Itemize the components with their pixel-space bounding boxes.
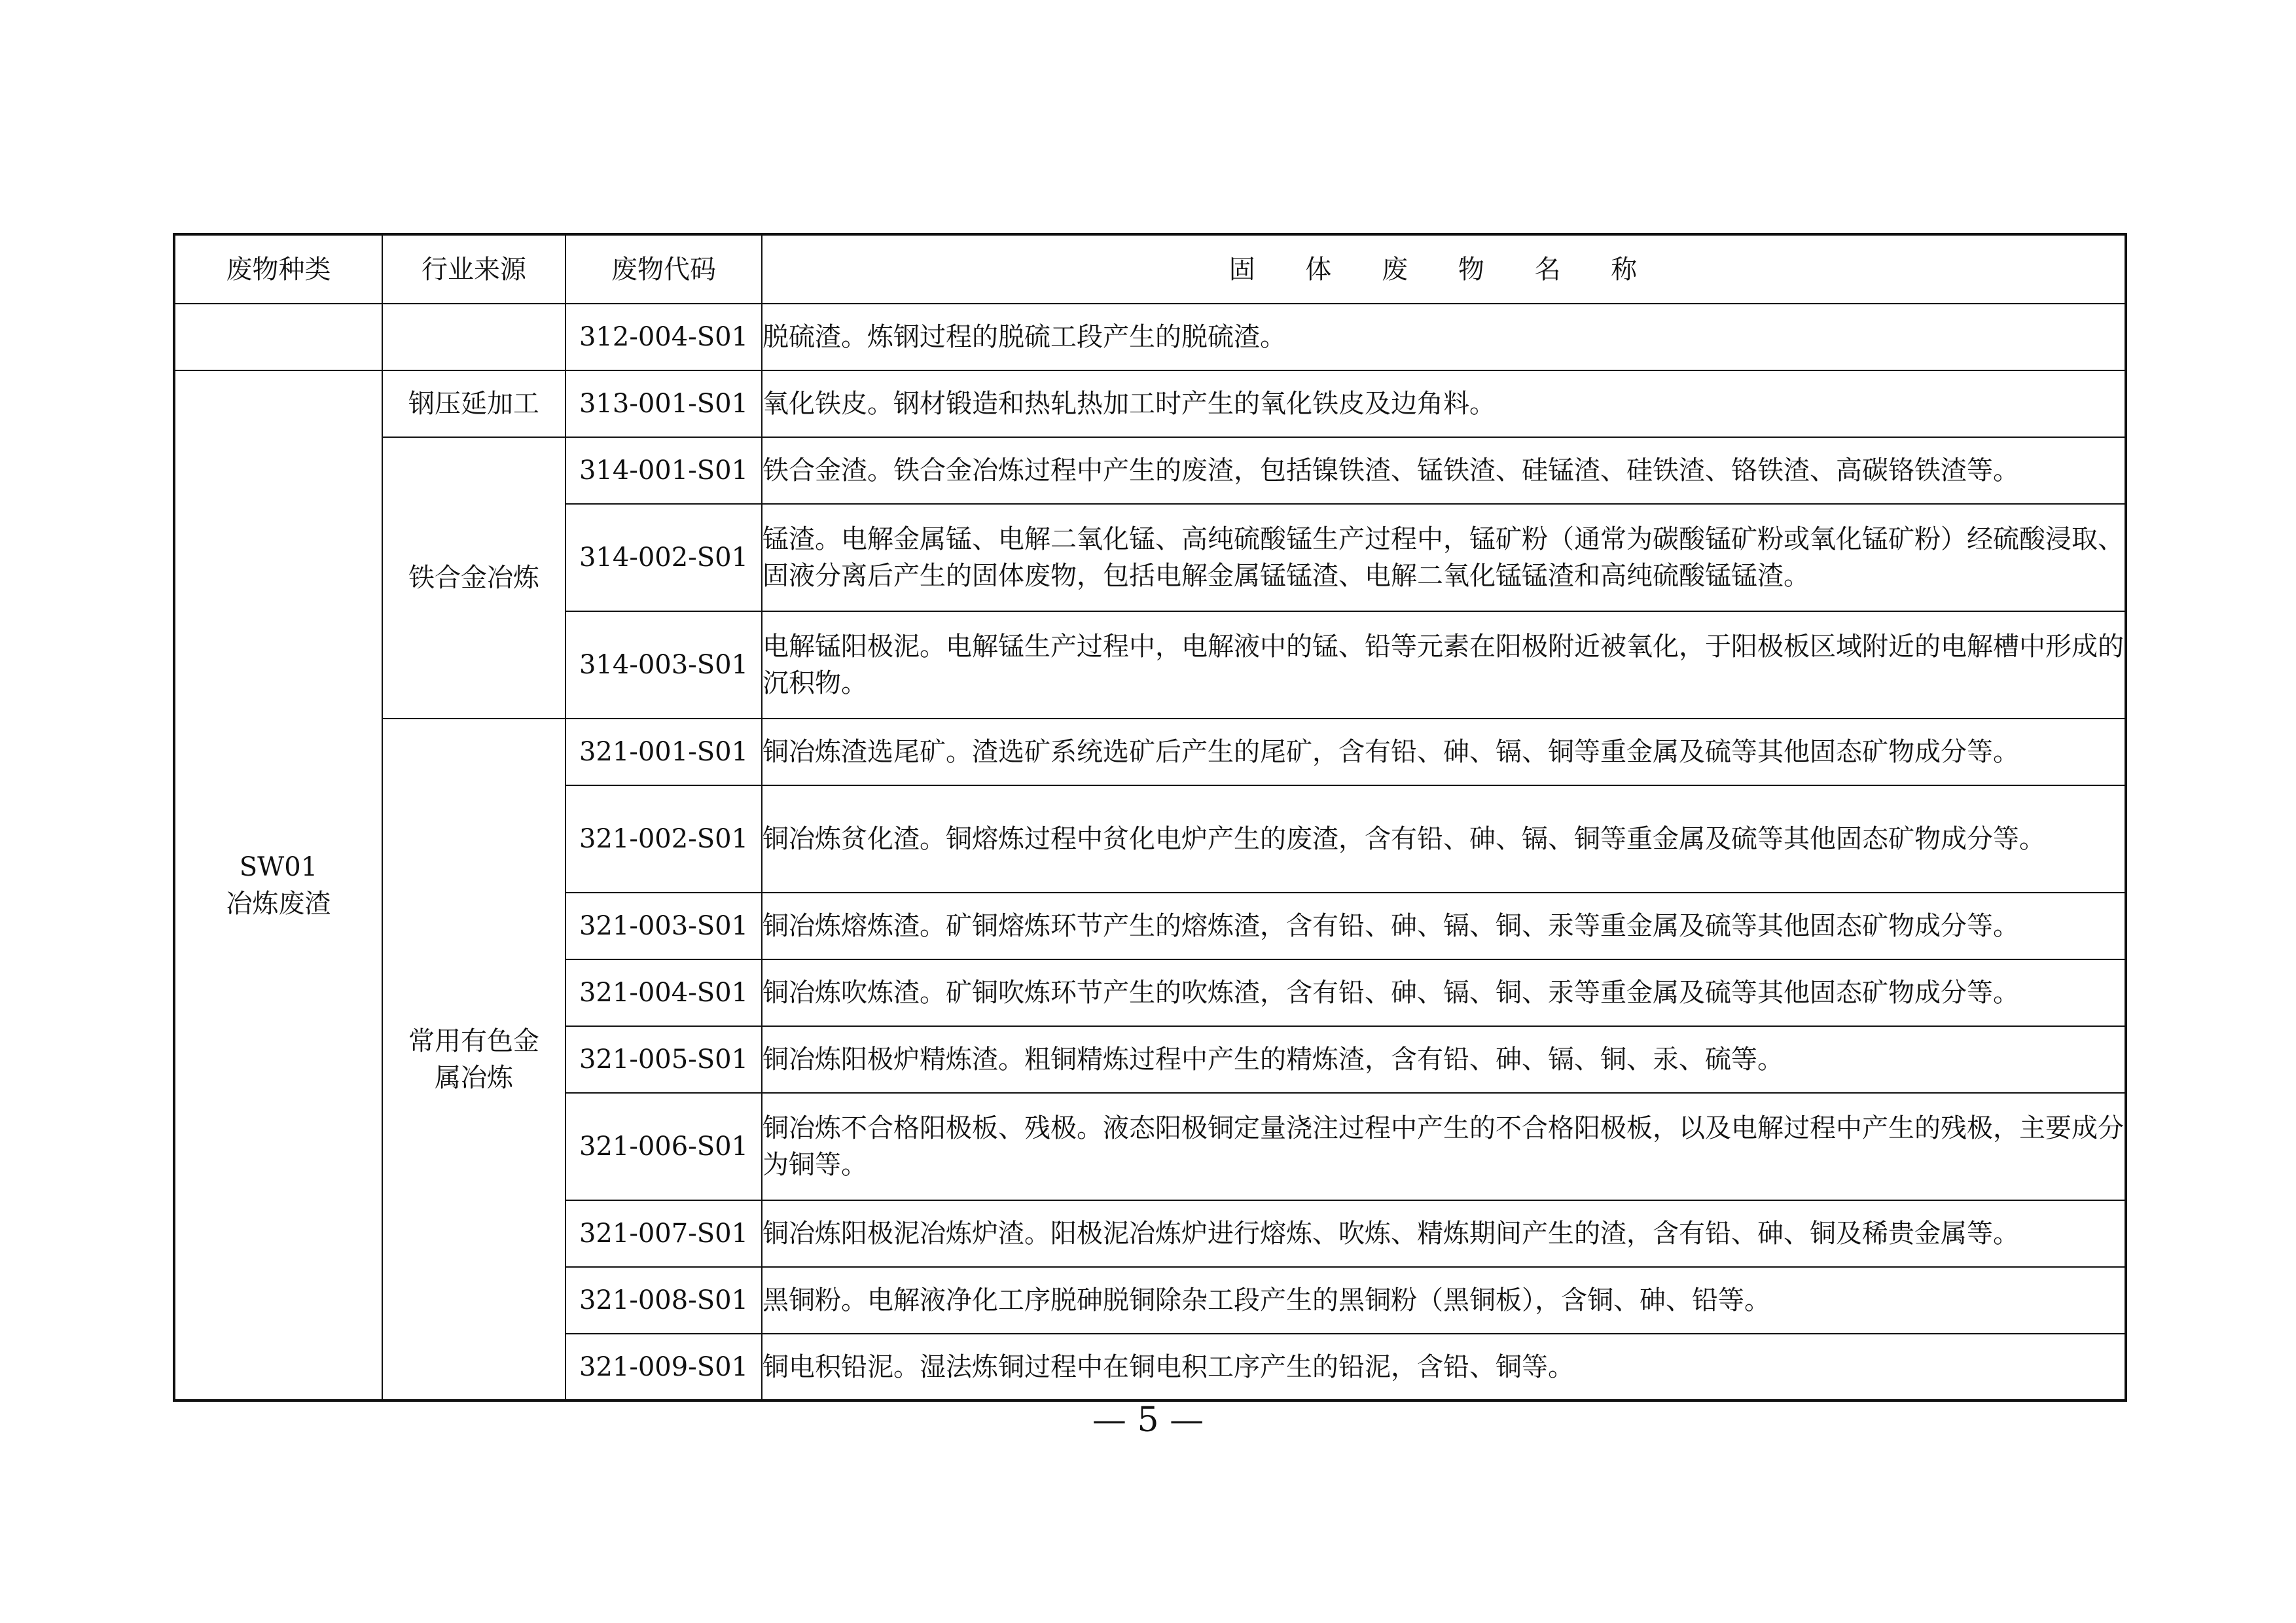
table-header-row xyxy=(174,234,2126,304)
waste-code: 314-003-S01 xyxy=(565,611,762,719)
waste-description: 铜冶炼吹炼渣。矿铜吹炼环节产生的吹炼渣，含有铅、砷、镉、铜、汞等重金属及硫等其他固态矿物成分等。 xyxy=(762,959,2126,1026)
header-industry-source: 行业来源 xyxy=(382,234,565,304)
source-nonferrous-line1: 常用有色金 xyxy=(408,1026,539,1056)
waste-code: 312-004-S01 xyxy=(565,304,762,370)
waste-description: 黑铜粉。电解液净化工序脱砷脱铜除杂工段产生的黑铜粉（黑铜板），含铜、砷、铅等。 xyxy=(762,1267,2126,1334)
source-nonferrous-smelting xyxy=(382,719,565,1400)
waste-code: 314-001-S01 xyxy=(565,437,762,504)
waste-description: 铜冶炼熔炼渣。矿铜熔炼环节产生的熔炼渣，含有铅、砷、镉、铜、汞等重金属及硫等其他固态矿物成分等。 xyxy=(762,893,2126,959)
waste-code: 314-002-S01 xyxy=(565,504,762,611)
waste-code: 321-009-S01 xyxy=(565,1334,762,1400)
waste-code: 313-001-S01 xyxy=(565,370,762,437)
waste-description: 铜冶炼阳极炉精炼渣。粗铜精炼过程中产生的精炼渣，含有铅、砷、镉、铜、汞、硫等。 xyxy=(762,1026,2126,1093)
waste-description: 铜冶炼阳极泥冶炼炉渣。阳极泥冶炼炉进行熔炼、吹炼、精炼期间产生的渣，含有铅、砷、铜及稀贵金属等。 xyxy=(762,1200,2126,1267)
waste-code: 321-006-S01 xyxy=(565,1093,762,1200)
page-number: — 5 — xyxy=(1092,1400,1204,1440)
waste-code: 321-001-S01 xyxy=(565,719,762,785)
waste-description: 电解锰阳极泥。电解锰生产过程中，电解液中的锰、铅等元素在阳极附近被氧化，于阳极板区域附近的电解槽中形成的沉积物。 xyxy=(762,611,2126,719)
waste-code: 321-008-S01 xyxy=(565,1267,762,1334)
waste-description: 脱硫渣。炼钢过程的脱硫工段产生的脱硫渣。 xyxy=(762,304,2126,370)
category-cell xyxy=(174,370,382,1400)
waste-description: 铜冶炼渣选尾矿。渣选矿系统选矿后产生的尾矿，含有铅、砷、镉、铜等重金属及硫等其他固态矿物成分等。 xyxy=(762,719,2126,785)
waste-description: 铁合金渣。铁合金冶炼过程中产生的废渣，包括镍铁渣、锰铁渣、硅锰渣、硅铁渣、铬铁渣、高碳铬铁渣等。 xyxy=(762,437,2126,504)
waste-table xyxy=(173,233,2127,1402)
waste-description: 锰渣。电解金属锰、电解二氧化锰、高纯硫酸锰生产过程中，锰矿粉（通常为碳酸锰矿粉或氧化锰矿粉）经硫酸浸取、固液分离后产生的固体废物，包括电解金属锰锰渣、电解二氧化锰锰渣和高纯硫酸锰锰渣。 xyxy=(762,504,2126,611)
source-steel-rolling: 钢压延加工 xyxy=(382,370,565,437)
header-waste-code: 废物代码 xyxy=(565,234,762,304)
waste-code: 321-005-S01 xyxy=(565,1026,762,1093)
source-ferroalloy-smelting: 铁合金冶炼 xyxy=(382,437,565,719)
waste-code: 321-002-S01 xyxy=(565,785,762,893)
waste-code: 321-003-S01 xyxy=(565,893,762,959)
category-name: 冶炼废渣 xyxy=(226,888,331,919)
source-nonferrous-line2: 属冶炼 xyxy=(435,1062,513,1093)
category-code: SW01 xyxy=(239,851,318,882)
table-row xyxy=(174,370,2126,437)
source-cell-empty xyxy=(382,304,565,370)
waste-code: 321-004-S01 xyxy=(565,959,762,1026)
header-waste-name: 固 体 废 物 名 称 xyxy=(762,234,2126,304)
waste-description: 铜冶炼不合格阳极板、残极。液态阳极铜定量浇注过程中产生的不合格阳极板，以及电解过程中产生的残极，主要成分为铜等。 xyxy=(762,1093,2126,1200)
waste-code: 321-007-S01 xyxy=(565,1200,762,1267)
waste-description: 氧化铁皮。钢材锻造和热轧热加工时产生的氧化铁皮及边角料。 xyxy=(762,370,2126,437)
category-cell-empty xyxy=(174,304,382,370)
table-row xyxy=(174,719,2126,785)
table-row xyxy=(174,437,2126,504)
waste-description: 铜冶炼贫化渣。铜熔炼过程中贫化电炉产生的废渣，含有铅、砷、镉、铜等重金属及硫等其他固态矿物成分等。 xyxy=(762,785,2126,893)
table-row xyxy=(174,304,2126,370)
header-waste-type: 废物种类 xyxy=(174,234,382,304)
waste-description: 铜电积铅泥。湿法炼铜过程中在铜电积工序产生的铅泥，含铅、铜等。 xyxy=(762,1334,2126,1400)
